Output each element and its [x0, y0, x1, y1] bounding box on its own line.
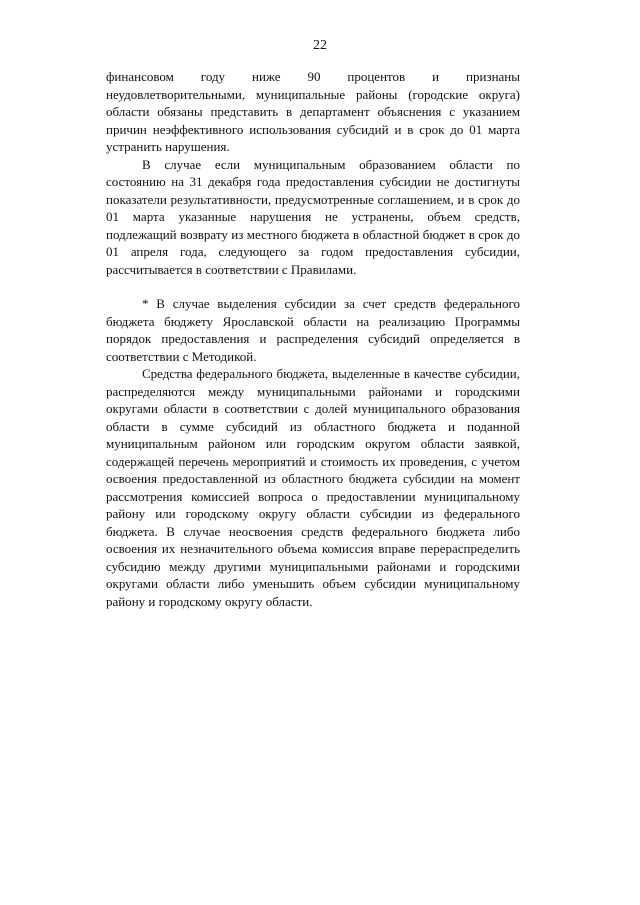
paragraph-continuation: финансовом году ниже 90 процентов и признаны неудовлетворительными, муниципальные районы (городские округа) области обязаны представить в департамент объяснения с указанием причин неэффективного использования субсидий и в срок до 01 марта устранить нарушения. [106, 69, 520, 154]
paragraph-return-of-funds: В случае если муниципальным образованием области по состоянию на 31 декабря года предоставления субсидии не достигнуты показатели результативности, предусмотренные соглашением, и в срок до 01 марта указанные нарушения не устранены, объем средств, подлежащий возврату из местного бюджета в областной бюджет в срок до 01 апреля года, следующего за годом предоставления субсидии, рассчитывается в соответствии с Правилами. [106, 156, 520, 277]
paragraph-federal-distribution: Средства федерального бюджета, выделенные в качестве субсидии, распределяются между муниципальными районами и городскими округами области в соответствии с долей муниципального образования области в сумме субсидий из областного бюджета и поданной муниципальным районом или городским округом области заявкой, содержащей перечень мероприятий и стоимость их проведения, с учетом освоения предоставленной из областного бюджета субсидии на момент рассмотрения комиссией вопроса о предоставлении муниципальному району или городскому округу области субсидии из федерального бюджета. В случае неосвоения средств федерального бюджета либо освоения их незначительного объема комиссия вправе перераспределить субсидию между другими муниципальными районами и городскими округами области либо уменьшить объем субсидии муниципальному району и городскому округу области. [106, 366, 520, 609]
document-body [106, 68, 520, 610]
page-number: 22 [313, 38, 327, 53]
paragraph-federal-subsidy-footnote: * В случае выделения субсидии за счет средств федерального бюджета бюджету Ярославской области на реализацию Программы порядок предоставления и распределения субсидий определяется в соответствии с Методикой. [106, 296, 520, 364]
